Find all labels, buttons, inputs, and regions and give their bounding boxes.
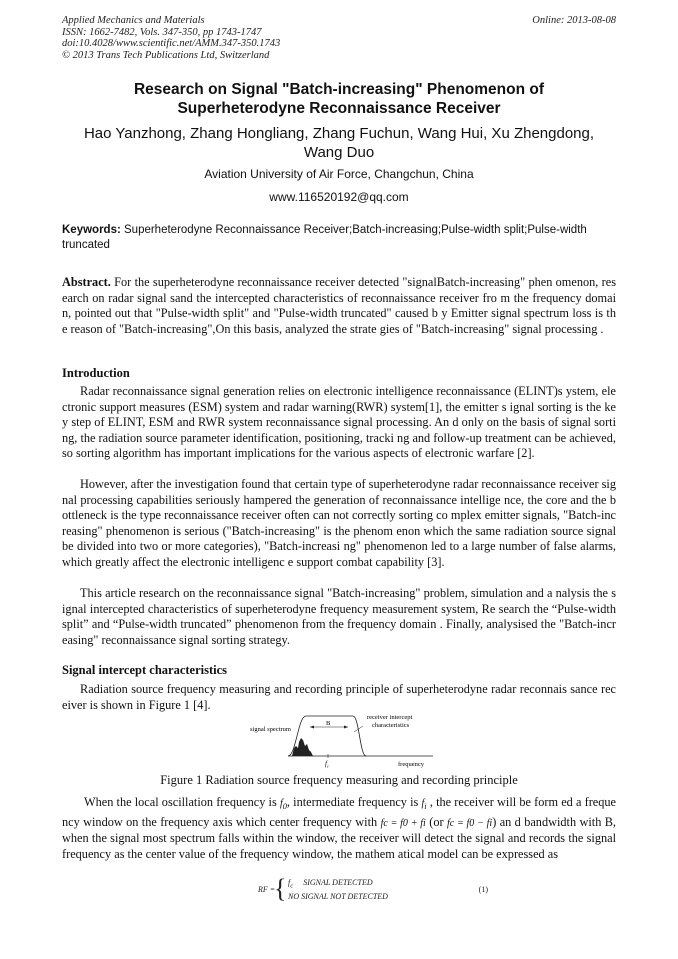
sp2-text-4: (or: [429, 814, 444, 829]
abstract: [62, 275, 616, 337]
sp2-text-5: ) an d bandwidth with B, when the signal most spectrum falls within the window, the receiver will detect the signal and records the signal frequency as the center value of the frequency window, the mathem atical model can be expressed as: [62, 814, 617, 861]
bandwidth-arrow-right-head: [344, 726, 348, 729]
author-list: [62, 124, 616, 162]
keywords-text: Superheterodyne Reconnaissance Receiver;Batch-increasing;Pulse-width split;Pulse-width truncated: [62, 224, 587, 251]
copyright-line: © 2013 Trans Tech Publications Ltd, Switzerland: [62, 49, 270, 61]
affiliation: Aviation University of Air Force, Changchun, China: [204, 167, 474, 181]
signal-spectrum-shape: [292, 738, 313, 756]
label-center-frequency: [325, 760, 329, 769]
online-date: Online: 2013-08-08: [532, 15, 616, 26]
symbol-f0-base: f: [279, 798, 283, 809]
equation-row-1-symbol: f: [288, 878, 291, 887]
symbol-fi-base: f: [421, 798, 425, 809]
equation-row-1: [288, 878, 373, 890]
abstract-label: Abstract.: [62, 275, 111, 289]
figure-1-caption: Figure 1 Radiation source frequency measuring and recording principle: [160, 773, 518, 787]
intro-paragraph-3: This article research on the reconnaissance signal "Batch-increasing" problem, simulation and a nalysis the signal intercepted characteristics of superheterodyne frequency measurement system, Re search the “Pulse-width split” and “Pulse-width truncated” phenomenon from the frequency domain . Finally, analysised the "Batch-increasing" reconnaissance signal sorting strategy.: [62, 586, 616, 647]
symbol-f0-subscript: 0: [282, 802, 287, 811]
formula-fc-sum: fc = f0 + fi: [380, 817, 426, 829]
section-heading-signal-intercept: Signal intercept characteristics: [62, 663, 228, 677]
formula-fc-diff: fc = f0 − fi: [446, 817, 493, 829]
title-line-1: Research on Signal "Batch-increasing" Phenomenon of: [133, 81, 545, 98]
intro-paragraph-1: Radar reconnaissance signal generation relies on electronic intelligence reconnaissance (ELINT)s ystem, electronic support measures (ESM) system and radar warning(RWR) system[1], the emitter s ignal sorting is the key step of ELINT, ESM and RWR system reconnaissance signal processing. An d only on the basis of signal sorting, the radiation source parameter identification, positioning, tracki ng and follow-up treatment can be achieved, so sorting algorithm has important implications for the various aspects of electronic warfare [2].: [62, 384, 616, 461]
sp2-text-1: When the local oscillation frequency is: [84, 795, 277, 809]
label-bandwidth: B: [326, 720, 331, 727]
symbol-f0: [280, 798, 287, 809]
authors-line-2: Wang Duo: [303, 144, 375, 161]
label-signal-spectrum: signal spectrum: [250, 726, 291, 733]
equation-1: [258, 876, 488, 906]
title-line-2: Superheterodyne Reconnaissance Receiver: [177, 100, 501, 117]
label-intercept-line-1: receiver intercept: [367, 714, 413, 721]
label-intercept-line-2: characteristics: [372, 722, 410, 729]
equation-row-1-text: SIGNAL DETECTED: [303, 878, 373, 887]
abstract-text: For the superheterodyne reconnaissance receiver detected "signalBatch-increasing" phen omenon, research on radar signal sand the intercepted characteristics of reconnaissance receiver fro m the frequency domain, pointed out that "Pulse-width split" and "Pulse-width truncated" caused b y Emitter signal spectrum loss is the reason of "Batch-increasing",On this basis, analyzed the strate gies of "Batch-increasing" signal processing .: [62, 275, 617, 336]
doi-line: doi:10.4028/www.scientific.net/AMM.347-350.1743: [62, 38, 281, 49]
journal-header: [62, 15, 616, 61]
journal-name: Applied Mechanics and Materials: [62, 15, 205, 26]
equation-lhs: RF =: [258, 885, 276, 894]
signal-paragraph-1: Radiation source frequency measuring and recording principle of superheterodyne radar reconnais sance receiver is shown in Figure 1 [4].: [62, 682, 616, 712]
signal-paragraph-2: [62, 795, 616, 862]
keywords: [62, 223, 616, 252]
label-frequency-axis: frequency: [398, 761, 424, 768]
section-heading-introduction: Introduction: [62, 366, 130, 380]
symbol-fi-subscript: i: [424, 802, 427, 811]
equation-number: (1): [478, 885, 488, 894]
equation-row-2: NO SIGNAL NOT DETECTED: [288, 892, 388, 901]
sp2-text-3: , the receiver will be form ed a frequency window on the frequency axis which center frequency with: [62, 795, 617, 829]
equation-row-1-subscript: c: [290, 882, 294, 890]
equation-brace: {: [274, 874, 287, 903]
issn-line: ISSN: 1662-7482, Vols. 347-350, pp 1743-1747: [62, 26, 262, 38]
figure-1-diagram: [248, 710, 448, 770]
label-fc-symbol: f: [325, 760, 327, 768]
sp2-text-2: , intermediate frequency is: [286, 795, 419, 809]
label-fc-subscript: c: [326, 763, 329, 769]
paper-title: [62, 80, 616, 118]
keywords-label: Keywords:: [62, 224, 121, 236]
intro-paragraph-2: However, after the investigation found that certain type of superheterodyne radar reconnaissance receiver signal processing capabilities seriously hampered the generation of reconnaissance intellige nce, the core and the bottleneck is the type reconnaissance receiver often can not correctly sorting co mplex emitter signals, "Batch-increasing" phenomenon is serious ("Batch-increasing" is the phenom enon which the same radiation source signal be divided into two or more categories), "Batch-increasi ng" phenomenon led to a large number of false alarms, which greatly affect the electronic intelligenc e support combat capability [3].: [62, 477, 616, 569]
bandwidth-arrow-left-head: [310, 726, 314, 729]
author-email: www.116520192@qq.com: [269, 190, 409, 204]
symbol-fi: [422, 798, 427, 809]
authors-line-1: Hao Yanzhong, Zhang Hongliang, Zhang Fuchun, Wang Hui, Xu Zhengdong,: [83, 125, 595, 142]
